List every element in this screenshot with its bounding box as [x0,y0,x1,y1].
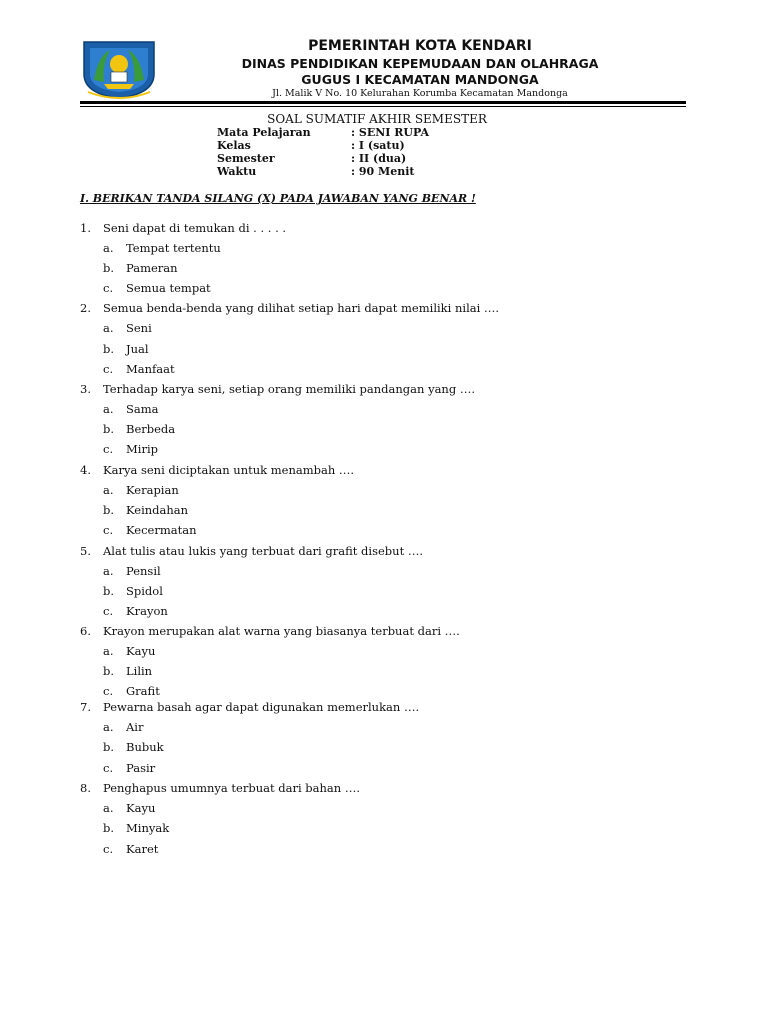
info-value: : SENI RUPA [351,126,429,139]
option-letter: a. [103,801,114,815]
kendari-emblem-icon [80,34,158,100]
option-text: Kecermatan [126,523,197,537]
question-number: 3. [80,382,91,396]
question-text: Alat tulis atau lukis yang terbuat dari grafit disebut …. [103,544,424,558]
option-letter: c. [103,604,114,618]
option-text: Manfaat [126,362,175,376]
cluster-name: GUGUS I KECAMATAN MANDONGA [301,72,539,87]
option-text: Berbeda [126,422,176,436]
info-value: : 90 Menit [351,165,415,178]
option-letter: b. [103,503,115,517]
option-letter: b. [103,584,115,598]
option-letter: a. [103,720,114,734]
option-text: Air [126,720,144,734]
question-number: 4. [80,463,91,477]
option-text: Seni [126,321,152,335]
option-letter: a. [103,483,114,497]
option-text: Keindahan [126,503,189,517]
header-divider-thick [80,101,686,104]
info-value: : II (dua) [351,152,407,165]
option-text: Spidol [126,584,163,598]
header-divider-thin [80,106,686,107]
option-letter: b. [103,821,115,835]
option-text: Pensil [126,564,161,578]
info-label: Kelas [217,139,251,152]
option-letter: c. [103,442,114,456]
option-text: Pasir [126,761,156,775]
option-letter: a. [103,241,114,255]
option-letter: b. [103,261,115,275]
option-text: Kerapian [126,483,179,497]
option-text: Krayon [126,604,168,618]
option-letter: a. [103,644,114,658]
option-text: Sama [126,402,159,416]
option-letter: a. [103,321,114,335]
option-text: Mirip [126,442,158,456]
option-letter: c. [103,362,114,376]
option-letter: c. [103,761,114,775]
question-number: 7. [80,700,91,714]
option-letter: c. [103,523,114,537]
section-heading: I. BERIKAN TANDA SILANG (X) PADA JAWABAN YANG BENAR ! [80,192,476,205]
option-text: Lilin [126,664,153,678]
option-text: Jual [126,342,149,356]
question-text: Penghapus umumnya terbuat dari bahan …. [103,781,360,795]
option-letter: b. [103,740,115,754]
option-text: Kayu [126,801,156,815]
option-text: Minyak [126,821,170,835]
option-letter: a. [103,564,114,578]
question-text: Terhadap karya seni, setiap orang memiliki pandangan yang …. [103,382,476,396]
agency-name: DINAS PENDIDIKAN KEPEMUDAAN DAN OLAHRAGA [241,56,599,71]
option-text: Pameran [126,261,178,275]
info-value: : I (satu) [351,139,405,152]
option-text: Kayu [126,644,156,658]
question-number: 2. [80,301,91,315]
option-letter: b. [103,664,115,678]
option-letter: c. [103,684,114,698]
option-letter: a. [103,402,114,416]
question-text: Pewarna basah agar dapat digunakan memerlukan …. [103,700,420,714]
info-label: Mata Pelajaran [217,126,311,139]
question-number: 8. [80,781,91,795]
question-text: Seni dapat di temukan di . . . . . [103,221,287,235]
option-letter: c. [103,842,114,856]
option-text: Bubuk [126,740,164,754]
option-text: Grafit [126,684,160,698]
question-number: 5. [80,544,91,558]
option-letter: b. [103,342,115,356]
option-text: Karet [126,842,159,856]
option-letter: c. [103,281,114,295]
question-number: 6. [80,624,91,638]
question-text: Karya seni diciptakan untuk menambah …. [103,463,355,477]
option-text: Semua tempat [126,281,211,295]
option-letter: b. [103,422,115,436]
question-text: Semua benda-benda yang dilihat setiap hari dapat memiliki nilai …. [103,301,500,315]
info-label: Semester [217,152,275,165]
exam-title: SOAL SUMATIF AKHIR SEMESTER [267,112,487,126]
gov-name: PEMERINTAH KOTA KENDARI [308,38,532,54]
question-text: Krayon merupakan alat warna yang biasanya terbuat dari …. [103,624,460,638]
info-label: Waktu [217,165,257,178]
address-line: Jl. Malik V No. 10 Kelurahan Korumba Kecamatan Mandonga [272,88,568,99]
question-number: 1. [80,221,91,235]
option-text: Tempat tertentu [126,241,221,255]
